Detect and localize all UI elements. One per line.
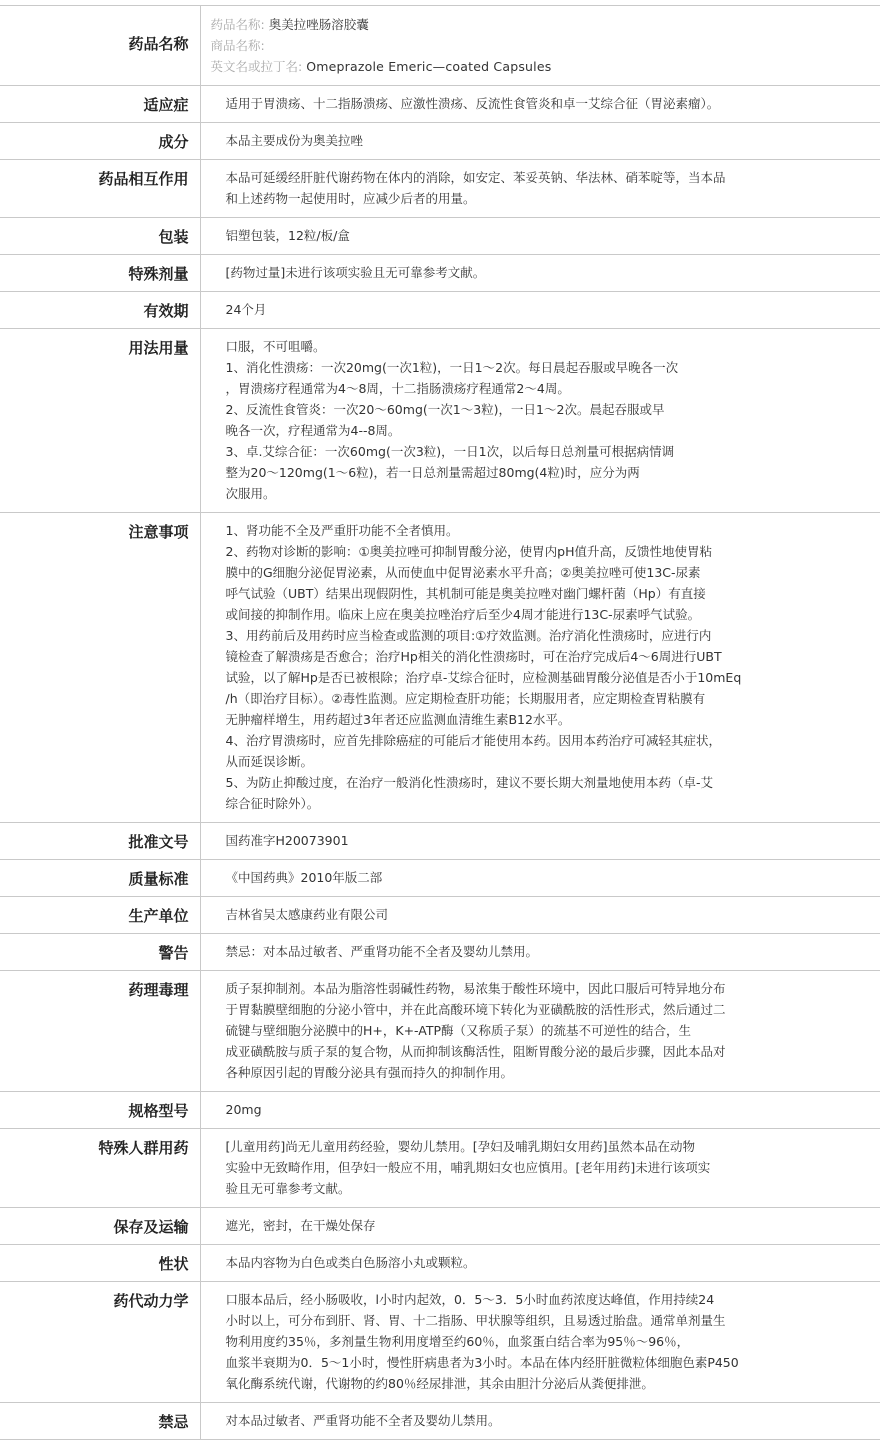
value-line: 《中国药典》2010年版二部 [225, 870, 383, 885]
value-line: 次服用。 [225, 486, 276, 501]
spec-row [0, 971, 880, 1092]
value-line: 20mg [225, 1102, 262, 1117]
english-name-value: Omeprazole Emeric—coated Capsules [306, 59, 552, 74]
row-label: 规格型号 [0, 1092, 200, 1129]
value-line: 国药准字H20073901 [225, 833, 349, 848]
row-drug-name [0, 6, 880, 86]
row-value [200, 1282, 880, 1403]
spec-row [0, 1208, 880, 1245]
spec-row [0, 897, 880, 934]
value-line: 验且无可靠参考文献。 [225, 1181, 351, 1196]
generic-name-key: 药品名称: [210, 17, 265, 32]
generic-name-value: 奥美拉唑肠溶胶囊 [268, 17, 369, 32]
row-value [200, 897, 880, 934]
row-value [200, 1129, 880, 1208]
row-label: 注意事项 [0, 513, 200, 823]
row-label: 药理毒理 [0, 971, 200, 1092]
spec-row [0, 1403, 880, 1440]
row-value [200, 218, 880, 255]
value-line: 于胃黏膜壁细胞的分泌小管中，并在此高酸环境下转化为亚磺酰胺的活性形式，然后通过二 [225, 1002, 726, 1017]
value-line: [儿童用药]尚无儿童用药经验，婴幼儿禁用。[孕妇及哺乳期妇女用药]虽然本品在动物 [225, 1139, 696, 1154]
value-line: 实验中无致畸作用，但孕妇一般应不用，哺乳期妇女也应慎用。[老年用药]未进行该项实 [225, 1160, 711, 1175]
value-line: 膜中的G细胞分泌促胃泌素，从而使血中促胃泌素水平升高；②奥美拉唑可使13C-尿素 [225, 565, 701, 580]
value-line: 硫键与壁细胞分泌膜中的H+，K+-ATP酶（又称质子泵）的巯基不可逆性的结合，生 [225, 1023, 692, 1038]
value-line: 血浆半衰期为0．5～1小时，慢性肝病患者为3小时。本品在体内经肝脏微粒体细胞色素P450 [225, 1355, 739, 1370]
value-line: 3、用药前后及用药时应当检查或监测的项目:①疗效监测。治疗消化性溃疡时，应进行内 [225, 628, 712, 643]
row-value [200, 860, 880, 897]
value-line: 本品主要成份为奥美拉唑 [225, 133, 364, 148]
trade-name-key: 商品名称: [210, 38, 265, 53]
value-line: 口服，不可咀嚼。 [225, 339, 326, 354]
value-line: 呼气试验（UBT）结果出现假阴性，其机制可能是奥美拉唑对幽门螺杆菌（Hp）有直接 [225, 586, 706, 601]
spec-row [0, 1282, 880, 1403]
row-value [200, 255, 880, 292]
value-line: 从而延误诊断。 [225, 754, 314, 769]
row-label: 质量标准 [0, 860, 200, 897]
value-line: /h（即治疗目标）。②毒性监测。应定期检查肝功能；长期服用者，应定期检查胃粘膜有 [225, 691, 706, 706]
value-line: 晚各一次，疗程通常为4--8周。 [225, 423, 401, 438]
spec-row [0, 292, 880, 329]
row-value [200, 1403, 880, 1440]
row-label: 性状 [0, 1245, 200, 1282]
value-line: 5、为防止抑酸过度，在治疗一般消化性溃疡时，建议不要长期大剂量地使用本药（卓-艾 [225, 775, 713, 790]
spec-row [0, 513, 880, 823]
value-line: 铝塑包装，12粒/板/盒 [225, 228, 350, 243]
row-label: 用法用量 [0, 329, 200, 513]
value-line: 2、反流性食管炎：一次20～60mg(一次1～3粒)，一日1～2次。晨起吞服或早 [225, 402, 665, 417]
value-line: 3、卓.艾综合征：一次60mg(一次3粒)，一日1次，以后每日总剂量可根据病情调 [225, 444, 675, 459]
value-line: 1、消化性溃疡：一次20mg(一次1粒)，一日1～2次。每日晨起吞服或早晚各一次 [225, 360, 679, 375]
value-line: 无肿瘤样增生，用药超过3年者还应监测血清维生素B12水平。 [225, 712, 571, 727]
row-label: 有效期 [0, 292, 200, 329]
value-line: 成亚磺酰胺与质子泵的复合物，从而抑制该酶活性，阻断胃酸分泌的最后步骤，因此本品对 [225, 1044, 726, 1059]
spec-row [0, 934, 880, 971]
row-label: 药品相互作用 [0, 160, 200, 218]
value-line: 试验，以了解Hp是否已被根除；治疗卓-艾综合征时，应检测基础胃酸分泌值是否小于10mEq [225, 670, 742, 685]
value-line: 本品可延缓经肝脏代谢药物在体内的消除，如安定、苯妥英钠、华法林、硝苯啶等，当本品 [225, 170, 726, 185]
trade-name-line [211, 35, 871, 56]
row-value [200, 934, 880, 971]
generic-name-line [211, 14, 871, 35]
value-line: 1、肾功能不全及严重肝功能不全者慎用。 [225, 523, 459, 538]
spec-row [0, 160, 880, 218]
spec-row [0, 123, 880, 160]
row-label: 批准文号 [0, 823, 200, 860]
value-line: 2、药物对诊断的影响：①奥美拉唑可抑制胃酸分泌，使胃内pH值升高，反馈性地使胃粘 [225, 544, 712, 559]
value-line: 镜检查了解溃疡是否愈合；治疗Hp相关的消化性溃疡时，可在治疗完成后4～6周进行UBT [225, 649, 722, 664]
row-label: 药品名称 [0, 6, 200, 86]
english-name-line [211, 56, 871, 77]
value-line: 4、治疗胃溃疡时，应首先排除癌症的可能后才能使用本药。因用本药治疗可减轻其症状， [225, 733, 721, 748]
row-label: 特殊剂量 [0, 255, 200, 292]
row-label: 适应症 [0, 86, 200, 123]
spec-row [0, 1245, 880, 1282]
row-label: 警告 [0, 934, 200, 971]
row-value [200, 1208, 880, 1245]
value-line: 综合征时除外）。 [225, 796, 320, 811]
value-line: 和上述药物一起使用时，应减少后者的用量。 [225, 191, 476, 206]
row-value [200, 329, 880, 513]
row-value [200, 1245, 880, 1282]
value-line: 24个月 [225, 302, 267, 317]
row-label: 禁忌 [0, 1403, 200, 1440]
row-label: 包装 [0, 218, 200, 255]
spec-row [0, 860, 880, 897]
row-value [200, 513, 880, 823]
value-line: 本品内容物为白色或类白色肠溶小丸或颗粒。 [225, 1255, 476, 1270]
spec-row [0, 1129, 880, 1208]
value-line: 遮光，密封，在干燥处保存 [225, 1218, 376, 1233]
row-value [200, 971, 880, 1092]
spec-row [0, 1092, 880, 1129]
spec-row [0, 255, 880, 292]
row-label: 成分 [0, 123, 200, 160]
row-label: 药代动力学 [0, 1282, 200, 1403]
row-value [200, 123, 880, 160]
value-line: 整为20～120mg(1～6粒)，若一日总剂量需超过80mg(4粒)时，应分为两 [225, 465, 640, 480]
spec-row [0, 86, 880, 123]
row-label: 生产单位 [0, 897, 200, 934]
row-value [200, 823, 880, 860]
spec-row [0, 329, 880, 513]
english-name-key: 英文名或拉丁名: [210, 59, 303, 74]
spec-row [0, 218, 880, 255]
value-line: 质子泵抑制剂。本品为脂溶性弱碱性药物，易浓集于酸性环境中，因此口服后可特异地分布 [225, 981, 726, 996]
value-line: 适用于胃溃疡、十二指肠溃疡、应激性溃疡、反流性食管炎和卓一艾综合征（胃泌素瘤）。 [225, 96, 720, 111]
value-line: 禁忌：对本品过敏者、严重肾功能不全者及婴幼儿禁用。 [225, 944, 539, 959]
value-line: ，胃溃疡疗程通常为4～8周，十二指肠溃疡疗程通常2～4周。 [225, 381, 570, 396]
value-line: 口服本品后，经小肠吸收，l小时内起效，0．5～3．5小时血药浓度达峰值，作用持续24 [225, 1292, 715, 1307]
value-line: 氧化酶系统代谢，代谢物的约80％经尿排泄，其余由胆汁分泌后从粪便排泄。 [225, 1376, 654, 1391]
value-line: 对本品过敏者、严重肾功能不全者及婴幼儿禁用。 [225, 1413, 501, 1428]
value-line: [药物过量]未进行该项实验且无可靠参考文献。 [225, 265, 486, 280]
row-value [200, 292, 880, 329]
value-line: 物利用度约35％，多剂量生物利用度增至约60％，血浆蛋白结合率为95％～96％， [225, 1334, 690, 1349]
drug-name-block [200, 6, 880, 86]
spec-row [0, 823, 880, 860]
row-label: 保存及运输 [0, 1208, 200, 1245]
row-value [200, 86, 880, 123]
row-value [200, 1092, 880, 1129]
row-value [200, 160, 880, 218]
value-line: 小时以上，可分布到肝、肾、胃、十二指肠、甲状腺等组织，且易透过胎盘。通常单剂量生 [225, 1313, 726, 1328]
value-line: 或间接的抑制作用。临床上应在奥美拉唑治疗后至少4周才能进行13C-尿素呼气试验。 [225, 607, 701, 622]
value-line: 吉林省吴太感康药业有限公司 [225, 907, 389, 922]
value-line: 各种原因引起的胃酸分泌具有强而持久的抑制作用。 [225, 1065, 514, 1080]
drug-spec-table [0, 5, 880, 1440]
row-label: 特殊人群用药 [0, 1129, 200, 1208]
